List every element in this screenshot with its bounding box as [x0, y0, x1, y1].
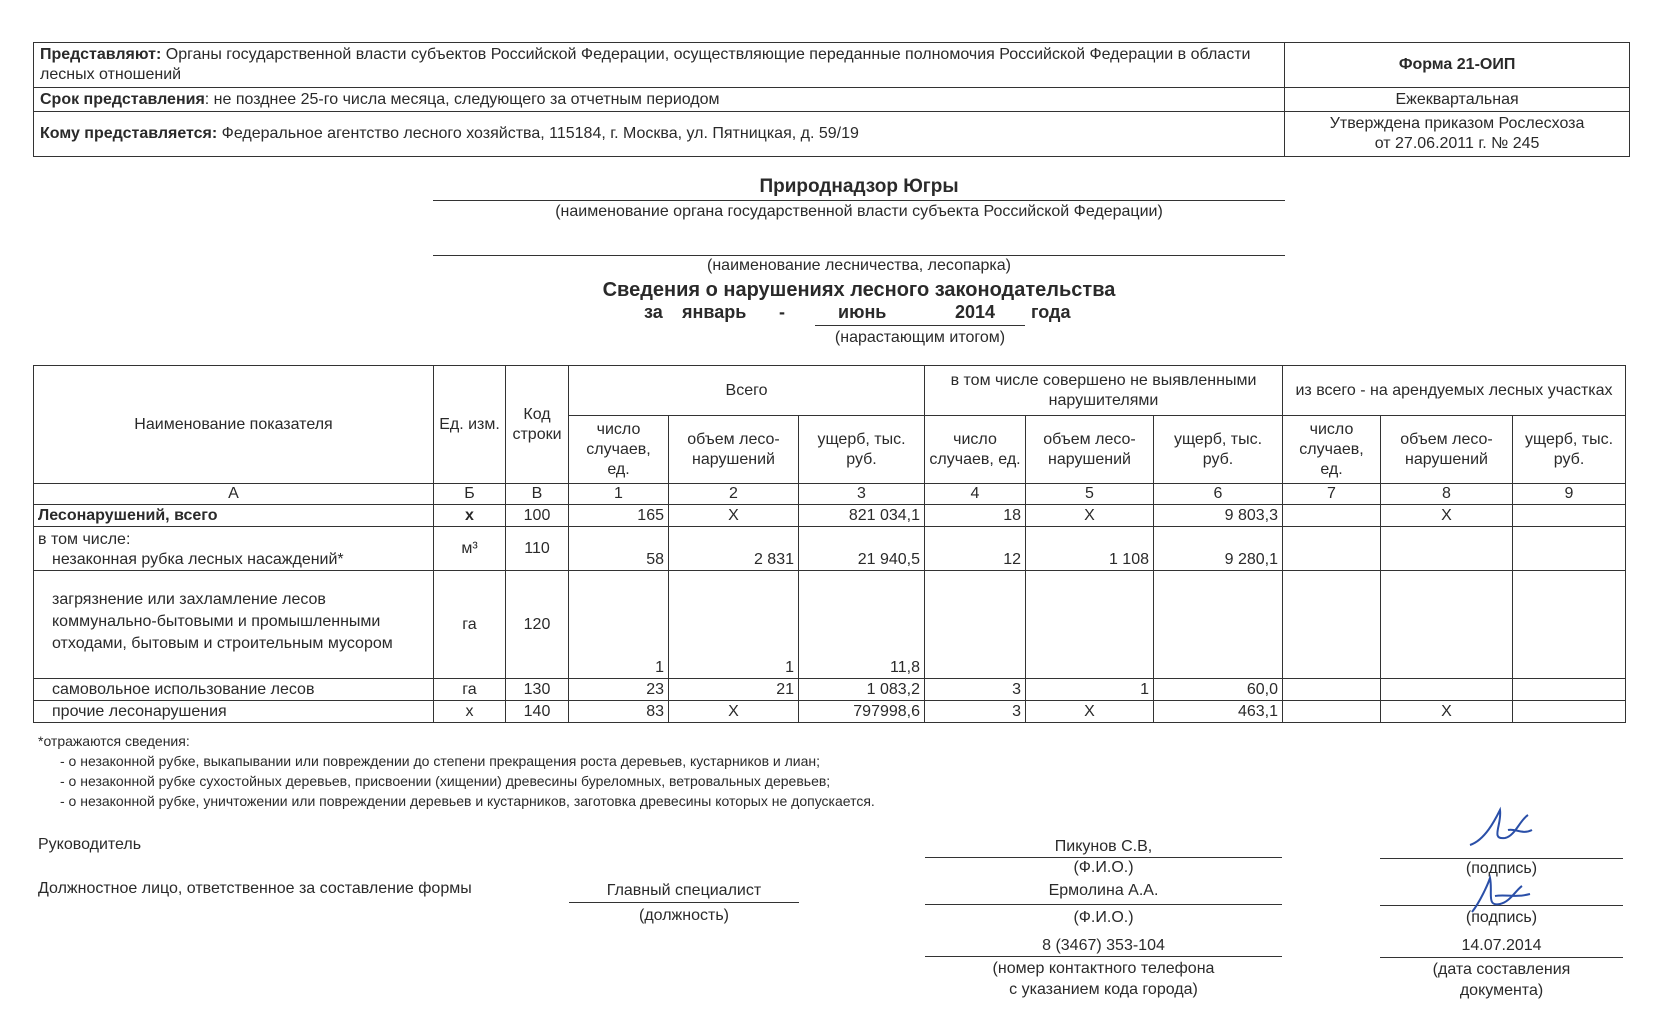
submitters-cell: [34, 43, 1285, 88]
cell: 821 034,1: [799, 505, 925, 527]
cell: Х: [1026, 701, 1154, 723]
row-unit: га: [434, 679, 506, 701]
deadline-cell: [34, 88, 1285, 112]
cell: [1513, 571, 1626, 679]
organ-underline: [433, 200, 1285, 201]
responsible-signature-icon: [1460, 872, 1540, 922]
deadline-text: : не позднее 25-го числа месяца, следующего за отчетным периодом: [204, 90, 720, 108]
period-month-to: июнь: [838, 302, 887, 322]
head-sign-caption: (подпись): [1465, 860, 1538, 877]
deadline-label: Срок представления: [40, 90, 205, 108]
th-group-total: Всего: [569, 366, 925, 416]
row-unit: м³: [434, 527, 506, 571]
period-prefix: за: [644, 302, 663, 322]
cell: 9 280,1: [1154, 527, 1283, 571]
form-header: [33, 42, 1630, 157]
position: Главный специалист: [606, 882, 762, 899]
row-code: 100: [506, 505, 569, 527]
cell: 797998,6: [799, 701, 925, 723]
cell: 9 803,3: [1154, 505, 1283, 527]
cell: [1283, 571, 1381, 679]
cell: [1381, 527, 1513, 571]
period-year: 2014: [955, 302, 996, 322]
form-name: Форма 21-ОИП: [1285, 43, 1630, 88]
index-cell: 9: [1513, 484, 1626, 505]
row-unit: х: [434, 701, 506, 723]
cell: 1: [569, 571, 669, 679]
cell: [1283, 527, 1381, 571]
recipient-label: Кому представляется:: [40, 125, 218, 142]
th-code: Код строки: [506, 366, 569, 484]
cell: 1 083,2: [799, 679, 925, 701]
position-caption: (должность): [639, 907, 729, 924]
row-code: 120: [506, 571, 569, 679]
row-name: самовольное использование лесов: [34, 679, 434, 701]
index-cell: 3: [799, 484, 925, 505]
date-caption-line-1: (дата составления: [1432, 961, 1571, 978]
cell: Х: [1381, 701, 1513, 723]
th-cases-2: число случаев, ед.: [925, 416, 1026, 484]
report-title: Сведения о нарушениях лесного законодательства: [602, 279, 1116, 301]
cell: 1: [1026, 679, 1154, 701]
phone-caption: [925, 958, 1282, 1000]
responsible-fio-caption: (Ф.И.О.): [1073, 909, 1134, 926]
cell: 11,8: [799, 571, 925, 679]
period-month-from: январь: [682, 302, 747, 322]
th-damage-2: ущерб, тыс. руб.: [1154, 416, 1283, 484]
approval-cell: [1285, 112, 1630, 157]
index-cell: 7: [1283, 484, 1381, 505]
row-code: 130: [506, 679, 569, 701]
organ-caption: (наименование органа государственной власти субъекта Российской Федерации): [555, 203, 1163, 220]
th-damage-1: ущерб, тыс. руб.: [799, 416, 925, 484]
row-unit: га: [434, 571, 506, 679]
index-row: [34, 484, 1626, 505]
th-group-unidentified: в том числе совершено не выявленными нарушителями: [925, 366, 1283, 416]
organ-name: Природнадзор Югры: [759, 176, 959, 197]
cell: Х: [669, 701, 799, 723]
index-cell: 4: [925, 484, 1026, 505]
cell: [1513, 505, 1626, 527]
table-row: [34, 571, 1626, 679]
row-name-pre: в том числе:: [38, 531, 131, 548]
compile-date: 14.07.2014: [1461, 937, 1542, 954]
forestry-caption: (наименование лесничества, лесопарка): [707, 257, 1011, 274]
cell: [1381, 571, 1513, 679]
submit-by-text: Органы государственной власти субъектов Российской Федерации, осуществляющие переданные полномочия Российской Федерации в области лесных отношений: [40, 46, 1251, 83]
approved-line-1: Утверждена приказом Рослесхоза: [1329, 115, 1585, 132]
cell: [1283, 701, 1381, 723]
cell: 463,1: [1154, 701, 1283, 723]
index-cell: 6: [1154, 484, 1283, 505]
cell: 1: [669, 571, 799, 679]
responsible-label: Должностное лицо, ответственное за составление формы: [38, 880, 472, 897]
period-dash: -: [779, 302, 785, 322]
th-cases-1: число случаев, ед.: [569, 416, 669, 484]
footnote-intro: *отражаются сведения:: [38, 733, 190, 749]
date-caption: [1380, 959, 1623, 1001]
period-underline: [815, 325, 1025, 326]
head-name-underline: [925, 857, 1282, 858]
phone-caption-line-2: с указанием кода города): [1009, 981, 1198, 998]
table-row: [34, 505, 1626, 527]
cell: [1513, 527, 1626, 571]
approved-line-2: от 27.06.2011 г. № 245: [1374, 135, 1540, 152]
footnote-item: - о незаконной рубке сухостойных деревьев, присвоении (хищении) древесины буреломных, ветровальных деревьев;: [60, 773, 831, 789]
cell: Х: [1026, 505, 1154, 527]
th-volume-1: объем лесо-нарушений: [669, 416, 799, 484]
responsible-sign-caption: (подпись): [1465, 909, 1538, 926]
cell: [1381, 679, 1513, 701]
footnote-item: - о незаконной рубке, выкапывании или повреждении до степени прекращения роста деревьев, кустарников и лиан;: [60, 753, 820, 769]
recipient-cell: [34, 112, 1285, 157]
th-volume-2: объем лесо-нарушений: [1026, 416, 1154, 484]
cell: 3: [925, 679, 1026, 701]
cell: 21: [669, 679, 799, 701]
head-fio-caption: (Ф.И.О.): [1073, 859, 1134, 876]
th-name: Наименование показателя: [34, 366, 434, 484]
cell: [1283, 679, 1381, 701]
head-name: Пикунов С.В,: [1054, 838, 1153, 855]
phone-underline: [925, 956, 1282, 957]
footnote-item: - о незаконной рубке, уничтожении или повреждении деревьев и кустарников, заготовка древесины которых не допускается.: [60, 793, 875, 809]
recipient-text: Федеральное агентство лесного хозяйства, 115184, г. Москва, ул. Пятницкая, д. 59/19: [221, 125, 859, 142]
row-name: загрязнение или захламление лесов коммунально-бытовыми и промышленными отходами, бытовым и строительным мусором: [34, 571, 434, 679]
head-signature-icon: [1460, 800, 1540, 860]
date-underline: [1380, 957, 1623, 958]
phone-caption-line-1: (номер контактного телефона: [992, 960, 1215, 977]
responsible-name: Ермолина А.А.: [1048, 882, 1159, 899]
cell: [1513, 679, 1626, 701]
th-damage-3: ущерб, тыс. руб.: [1513, 416, 1626, 484]
cell: 23: [569, 679, 669, 701]
th-volume-3: объем лесо-нарушений: [1381, 416, 1513, 484]
cell: [1026, 571, 1154, 679]
index-cell: 1: [569, 484, 669, 505]
cell: 60,0: [1154, 679, 1283, 701]
period-suffix: года: [1031, 302, 1071, 322]
head-label: Руководитель: [38, 836, 142, 853]
table-row: [34, 527, 1626, 571]
cell: 83: [569, 701, 669, 723]
row-code: 140: [506, 701, 569, 723]
forestry-underline: [433, 255, 1285, 256]
index-cell: 2: [669, 484, 799, 505]
table-row: [34, 679, 1626, 701]
row-unit: х: [434, 505, 506, 527]
index-cell: 8: [1381, 484, 1513, 505]
cell: Х: [669, 505, 799, 527]
cell: 58: [569, 527, 669, 571]
cell: 18: [925, 505, 1026, 527]
row-name: прочие лесонарушения: [34, 701, 434, 723]
cell: Х: [1381, 505, 1513, 527]
date-caption-line-2: документа): [1459, 982, 1544, 999]
table-row: [34, 701, 1626, 723]
cell: 3: [925, 701, 1026, 723]
cell: 1 108: [1026, 527, 1154, 571]
cell: [1513, 701, 1626, 723]
submit-by-label: Представляют:: [40, 46, 162, 63]
cell: 2 831: [669, 527, 799, 571]
position-underline: [569, 902, 799, 903]
index-cell: А: [34, 484, 434, 505]
index-cell: В: [506, 484, 569, 505]
responsible-name-underline: [925, 904, 1282, 905]
periodicity: Ежеквартальная: [1285, 88, 1630, 112]
index-cell: Б: [434, 484, 506, 505]
violations-table: [33, 365, 1626, 723]
th-group-leased: из всего - на арендуемых лесных участках: [1283, 366, 1626, 416]
cell: 21 940,5: [799, 527, 925, 571]
cell: [925, 571, 1026, 679]
cell: [1154, 571, 1283, 679]
row-code: 110: [506, 527, 569, 571]
phone: 8 (3467) 353-104: [1042, 937, 1165, 954]
index-cell: 5: [1026, 484, 1154, 505]
cell: 165: [569, 505, 669, 527]
th-cases-3: число случаев, ед.: [1283, 416, 1381, 484]
cumulative-caption: (нарастающим итогом): [834, 329, 1006, 346]
row-name: незаконная рубка лесных насаждений*: [52, 551, 344, 568]
cell: 12: [925, 527, 1026, 571]
cell: [1283, 505, 1381, 527]
row-name: Лесонарушений, всего: [34, 505, 434, 527]
th-unit: Ед. изм.: [434, 366, 506, 484]
row-name-cell: [34, 527, 434, 571]
